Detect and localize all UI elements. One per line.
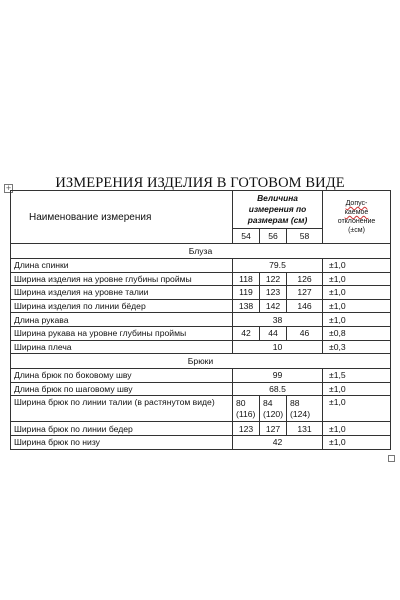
measure-value-54: 123 [233,422,260,436]
measure-value-58: 46 [287,326,323,340]
table-row [11,326,391,340]
measure-name: Ширина брюк по линии бедер [11,422,233,436]
table-row [11,272,391,286]
measure-tolerance: ±1,0 [323,272,391,286]
measure-tolerance: ±1,0 [323,382,391,396]
measure-name: Длина брюк по боковому шву [11,369,233,383]
measure-value-56: 127 [260,422,287,436]
measure-tolerance: ±1,0 [323,396,391,422]
section-title-trousers: Брюки [11,354,391,369]
section-row-trousers [11,354,391,369]
measurements-table [10,190,391,450]
header-row [11,191,391,229]
table-row [11,259,391,273]
measure-name: Ширина рукава на уровне глубины проймы [11,326,233,340]
size-56: 56 [260,229,287,244]
measure-value-54: 42 [233,326,260,340]
measure-name: Ширина изделия по линии бёдер [11,299,233,313]
measure-value-all: 68.5 [233,382,323,396]
measure-name: Длина рукава [11,313,233,327]
measure-tolerance: ±1,0 [323,435,391,449]
tol-header-line1: Допус- [345,200,368,207]
value-54-stretched: (116) [236,408,256,419]
measure-tolerance: ±1,0 [323,259,391,273]
table-row [11,299,391,313]
measure-value-all: 10 [233,340,323,354]
document-title: ИЗМЕРЕНИЯ ИЗДЕЛИЯ В ГОТОВОМ ВИДЕ [55,175,345,191]
value-56-stretched: (120) [263,408,284,419]
measure-tolerance: ±1,0 [323,313,391,327]
measure-value-all: 42 [233,435,323,449]
column-header-size [233,191,323,229]
measure-value-58: 127 [287,286,323,300]
size-header-line2: размерам (см) [247,215,308,225]
measure-value-56: 122 [260,272,287,286]
measure-value-58: 126 [287,272,323,286]
column-header-tolerance [323,191,391,244]
section-title-blouse: Блуза [11,244,391,259]
table-row [11,340,391,354]
value-56-main: 84 [263,397,273,408]
table-row [11,435,391,449]
measure-name: Ширина брюк по низу [11,435,233,449]
tol-header-line3: отклонение [337,218,376,225]
size-58: 58 [287,229,323,244]
measure-value-54: 138 [233,299,260,313]
table-move-handle[interactable]: + [5,184,12,192]
table-row [11,369,391,383]
value-54-main: 80 [236,397,246,408]
measure-name: Ширина изделия на уровне талии [11,286,233,300]
measure-value-56: 123 [260,286,287,300]
measure-tolerance: ±1,0 [323,286,391,300]
measure-value-58: 146 [287,299,323,313]
measure-value-58 [287,396,323,422]
measure-value-54: 119 [233,286,260,300]
measure-name: Ширина брюк по линии талии (в растянутом виде) [11,396,233,422]
measure-value-56 [260,396,287,422]
size-54: 54 [233,229,260,244]
measure-name: Длина спинки [11,259,233,273]
measure-tolerance: ±1,0 [323,422,391,436]
measure-value-58: 131 [287,422,323,436]
measure-value-54: 118 [233,272,260,286]
column-header-name: Наименование измерения [11,191,233,244]
measure-value-all: 38 [233,313,323,327]
table-resize-handle[interactable] [388,455,395,462]
measure-name: Длина брюк по шаговому шву [11,382,233,396]
value-58-main: 88 [290,397,300,408]
measure-tolerance: ±0,3 [323,340,391,354]
value-58-stretched: (124) [290,408,311,419]
measure-value-all: 99 [233,369,323,383]
measure-tolerance: ±1,5 [323,369,391,383]
measure-value-56: 44 [260,326,287,340]
measure-tolerance: ±1,0 [323,299,391,313]
measure-tolerance: ±0,8 [323,326,391,340]
measure-value-all: 79.5 [233,259,323,273]
tol-header-line4: (±см) [348,227,365,234]
measure-name: Ширина изделия на уровне глубины проймы [11,272,233,286]
size-header-line1: Величина измерения по [248,193,307,214]
measure-value-54 [233,396,260,422]
table-row [11,313,391,327]
tol-header-line2: каемое [344,209,369,216]
table-row [11,396,391,422]
table-row [11,286,391,300]
table-row [11,382,391,396]
table-row [11,422,391,436]
measure-value-56: 142 [260,299,287,313]
measure-name: Ширина плеча [11,340,233,354]
section-row-blouse [11,244,391,259]
